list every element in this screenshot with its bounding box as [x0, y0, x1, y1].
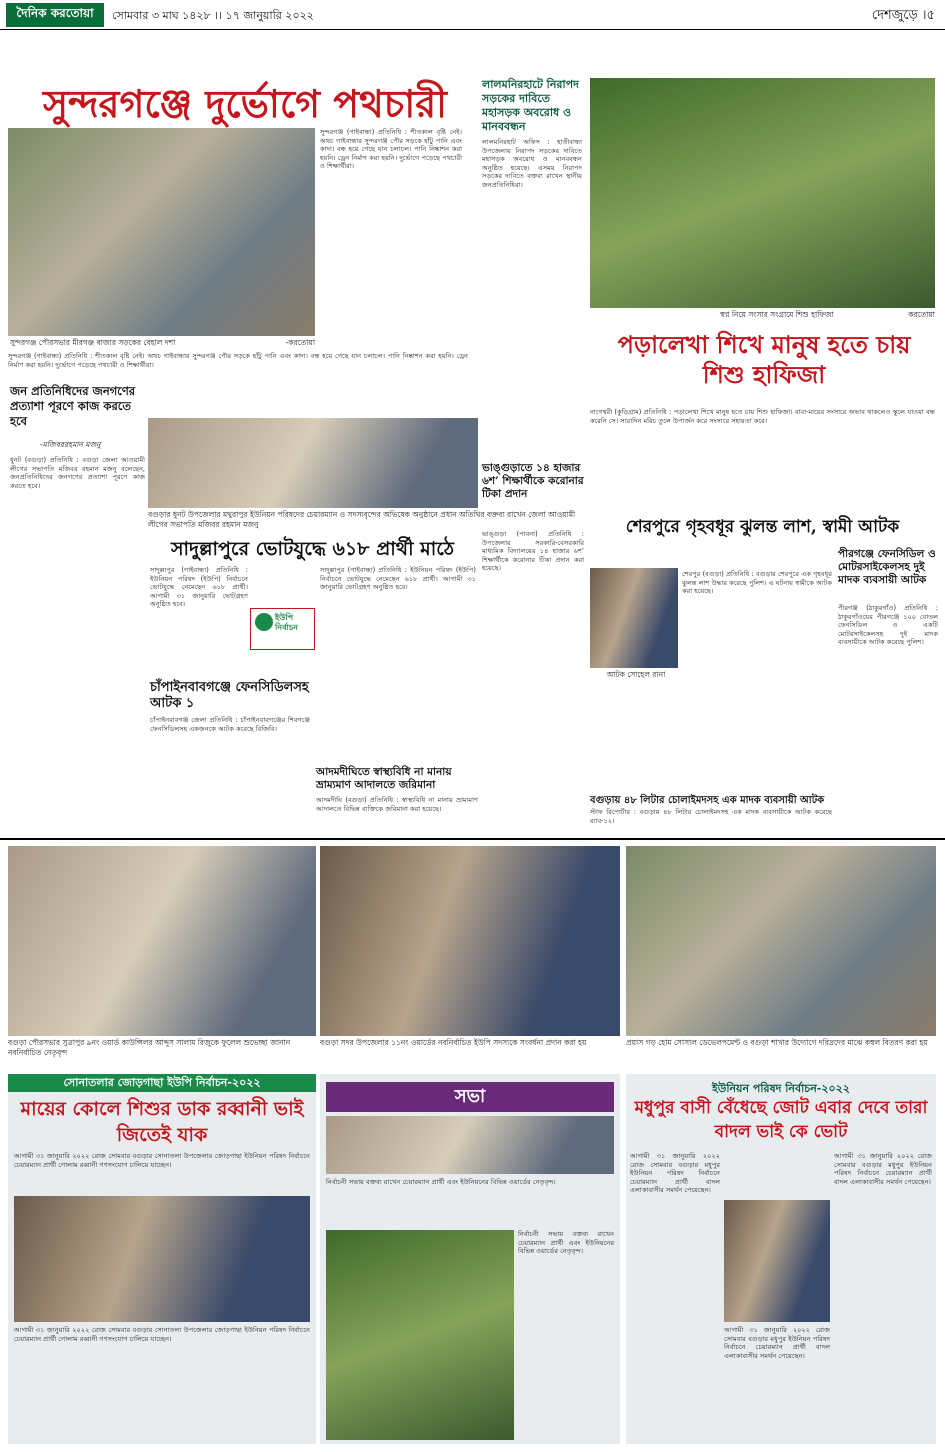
- strip-photo-1: [8, 846, 316, 1036]
- feature-photo-credit: করতোয়া: [908, 310, 935, 319]
- bogura-drugs-headline: বগুড়ায় ৪৮ লিটার চোলাইমদসহ এক মাদক ব্যবসায়ী আটক: [590, 795, 825, 806]
- ad-left-body-2: আগামী ৩১ জানুয়ারি ২০২২ রোজ সোমবার বগুড়ার সোনাতলা উপজেলার জোড়গাছা ইউনিয়ন পরিষদ নির্বাচনে চেয়ারম্যান প্রার্থী গোলাম রব্বানী গণসংযোগ চালিয়ে যাচ্ছেন।: [14, 1326, 310, 1343]
- ad-right-body-col1: আগামী ৩১ জানুয়ারি ২০২২ রোজ সোমবার বগুড়ার মধুপুর ইউনিয়ন পরিষদ নির্বাচনে চেয়ারম্যান প্রার্থী বাদল এলাকাবাসীর সমর্থন পেয়েছেন।: [630, 1152, 720, 1195]
- ad-right-candidate-photo: [724, 1200, 830, 1322]
- section-label: দেশজুড়ে ।৫: [871, 8, 935, 23]
- vaccine-body: ভাঙ্গুড়া (পাবনা) প্রতিনিধি : উপজেলার সরকারি-বেসরকারি মাধ্যমিক বিদ্যালয়ের ১৪ হাজার ৬শ’ শিক্ষার্থীকে করোনার টিকা প্রদান করা হয়েছে।: [482, 530, 584, 573]
- chapai-body: চাঁপাইনবাবগঞ্জ জেলা প্রতিনিধি : চাঁপাইনবাবগঞ্জের শিবগঞ্জে ফেনসিডিলসহ একজনকে আটক করেছে বিজিবি।: [150, 716, 310, 733]
- section-divider: [0, 838, 945, 840]
- ad-right-body-col3: আগামী ৩১ জানুয়ারি ২০২২ রোজ সোমবার বগুড়ার মধুপুর ইউনিয়ন পরিষদ নির্বাচনে চেয়ারম্যান প্রার্থী বাদল এলাকাবাসীর সমর্থন পেয়েছেন।: [724, 1326, 830, 1360]
- mid-left-byline: -মজিবররহমান মজনু: [40, 440, 101, 449]
- ad-right-kicker: ইউনিয়ন পরিষদ নির্বাচন-২০২২: [712, 1082, 850, 1095]
- strip-photo-3: [626, 846, 936, 1036]
- strip-photo-2: [320, 846, 620, 1036]
- ad-mid-photo-2: [326, 1230, 514, 1440]
- center-event-caption: বগুড়ার ধুনট উপজেলার মথুরাপুর ইউনিয়ন পরিষদের চেয়ারম্যান ও সদস্যবৃন্দের অভিষেক অনুষ্ঠানে প্রধান অতিথির বক্তব্য রাখেন জেলা আওয়ামী লীগের সভাপতি মজিবর রহমান মজনু: [148, 510, 576, 529]
- feature-body: নাগেশ্বরী (কুড়িগ্রাম) প্রতিনিধি : পড়ালেখা শিখে মানুষ হতে চায় শিশু হাফিজা। বাবা-মায়ের সংসারে অভাব থাকলেও স্কুলে যাওয়া বন্ধ করেনি সে। সারাদিন মরিচ তুলে উপার্জন করে সংসারে সহায়তা করে।: [590, 408, 935, 425]
- election-commission-icon: [255, 613, 273, 631]
- lead-photo: [8, 128, 315, 336]
- ad-mid-body: নির্বাচনী সভায় বক্তব্য রাখেন চেয়ারম্যান প্রার্থী এবং ইউনিয়নের বিভিন্ন ওয়ার্ডের নেতৃবৃন্দ।: [326, 1178, 556, 1186]
- page-header: [0, 0, 945, 30]
- election-logo-label: ইউপি নির্বাচন: [275, 613, 298, 632]
- lead-body-col2: সুন্দরগঞ্জ (গাইবান্ধা) প্রতিনিধি : শীতকাল বৃষ্টি নেই। অথচ গাইবান্ধার সুন্দরগঞ্জ পৌর সড়কে হাঁটু পানি এবং কাদা। বন্ধ হয়ে গেছে যান চলাচল। পানি নিষ্কাশন করা হয়নি। ড্রেন নির্মাণ করা হয়নি। দুর্ভোগে পড়েছে পথচারী ও শিক্ষার্থীরা।: [8, 352, 468, 369]
- strip-caption-2: বগুড়া সদর উপজেলার ১১নং ওয়ার্ডের নবনির্বাচিত ইউপি সদস্যকে সংবর্ধনা প্রদান করা হয়: [320, 1038, 587, 1047]
- lead-photo-caption: সুন্দরগঞ্জ পৌরসভার মীরগঞ্জ বাজার সড়কের বেহাল দশা: [10, 338, 176, 347]
- suicide-headline: শেরপুরে গৃহবধূর ঝুলন্ত লাশ, স্বামী আটক: [625, 517, 900, 537]
- mid-left-body: ধুনট (বগুড়া) প্রতিনিধি : বগুড়া জেলা আওয়ামী লীগের সভাপতি মজিবর রহমান মজনু বলেছেন, জনপ্রতিনিধিদের জনগণের প্রত্যাশা পূরণে কাজ করতে হবে।: [10, 456, 145, 490]
- ad-mid-banner: সভা: [326, 1082, 614, 1112]
- drugs-right-body: পীরগঞ্জ (ঠাকুরগাঁও) প্রতিনিধি : ঠাকুরগাঁওয়ের পীরগঞ্জে ১০০ বোতল ফেনসিডিল ও একটি মোটরসাইকেলসহ দুই মাদক ব্যবসায়ীকে আটক করেছে পুলিশ।: [838, 604, 938, 647]
- ad-right-body-col2: আগামী ৩১ জানুয়ারি ২০২২ রোজ সোমবার বগুড়ার মধুপুর ইউনিয়ন পরিষদ নির্বাচনে চেয়ারম্যান প্রার্থী বাদল এলাকাবাসীর সমর্থন পেয়েছেন।: [834, 1152, 932, 1186]
- center-event-photo: [148, 418, 478, 508]
- bogura-drugs-body: স্টাফ রিপোর্টার : বগুড়ায় ৪৮ লিটার চোলাইমদসহ এক মাদক ব্যবসায়ীকে আটক করেছে র‌্যাব-১২।: [590, 808, 832, 825]
- suicide-photo-caption: আটক সোহেল রানা: [606, 670, 666, 679]
- vaccine-headline: ভাঙ্গুড়াতে ১৪ হাজার ৬শ’ শিক্ষার্থীকে করোনার টিকা প্রদান: [482, 462, 584, 500]
- ad-mid-body-2: নির্বাচনী সভায় বক্তব্য রাখেন চেয়ারম্যান প্রার্থী এবং ইউনিয়নের বিভিন্ন ওয়ার্ডের নেতৃবৃন্দ।: [518, 1230, 614, 1256]
- chapai-headline: চাঁপাইনবাবগঞ্জে ফেনসিডিলসহ আটক ১: [150, 680, 309, 711]
- road-story-headline: লালমনিরহাটে নিরাপদ সড়কের দাবিতে মহাসড়ক অবরোধ ও মানববন্ধন: [482, 78, 579, 133]
- court-body: আদমদীঘি (বগুড়া) প্রতিনিধি : স্বাস্থ্যবিধি না মানায় ভ্রাম্যমাণ আদালতে বিভিন্ন ব্যক্তিকে জরিমানা করা হয়েছে।: [316, 796, 478, 813]
- ad-right-headline: মধুপুর বাসী বেঁধেছে জোট এবার দেবে তারা বাদল ভাই কে ভোট: [634, 1098, 928, 1142]
- suicide-photo: [590, 568, 678, 668]
- lead-body-col1: সুন্দরগঞ্জ (গাইবান্ধা) প্রতিনিধি : শীতকাল বৃষ্টি নেই। অথচ গাইবান্ধার সুন্দরগঞ্জ পৌর সড়কে হাঁটু পানি এবং কাদা। বন্ধ হয়ে গেছে যান চলাচল। পানি নিষ্কাশন করা হয়নি। ড্রেন নির্মাণ করা হয়নি। দুর্ভোগে পড়েছে পথচারী ও শিক্ষার্থীরা।: [320, 128, 462, 171]
- ad-left-photo: [14, 1196, 310, 1322]
- lead-photo-credit: -করতোয়া: [285, 338, 315, 347]
- feature-headline: পড়ালেখা শিখে মানুষ হতে চায় শিশু হাফিজা: [617, 330, 911, 389]
- road-story-body: লালমনিরহাট অফিস : হাতীবান্ধা উপজেলায় নিরাপদ সড়কের দাবিতে মহাসড়ক অবরোধ ও মানববন্ধন অনুষ্ঠিত হয়েছে। এসময় নিরাপদ সড়কের দাবিতে বক্তব্য রাখেন স্থানীয় জনপ্রতিনিধিরা।: [482, 138, 582, 189]
- ad-left-body: আগামী ৩১ জানুয়ারি ২০২২ রোজ সোমবার বগুড়ার সোনাতলা উপজেলার জোড়গাছা ইউনিয়ন পরিষদ নির্বাচনে চেয়ারম্যান প্রার্থী গোলাম রব্বানী গণসংযোগ চালিয়ে যাচ্ছেন।: [14, 1152, 310, 1169]
- strip-caption-3: প্রয়াস গড় হোম সোসাল ডেভেলপমেন্ট ও বগুড়া শাখার উদ্যোগে দরিদ্রদের মাঝে কম্বল বিতরণ করা হয়: [626, 1038, 928, 1047]
- drugs-right-headline: পীরগঞ্জে ফেনসিডিল ও মোটরসাইকেলসহ দুই মাদক ব্যবসায়ী আটক: [838, 548, 936, 586]
- feature-photo: [590, 78, 935, 308]
- election-body-col2: সাদুল্লাপুর (গাইবান্ধা) প্রতিনিধি : ইউনিয়ন পরিষদ (ইউপি) নির্বাচনে ভোটযুদ্ধে নেমেছেন ৬১৮ প্রার্থী। আগামী ৩১ জানুয়ারি ভোটগ্রহণ অনুষ্ঠিত হবে।: [320, 566, 476, 592]
- suicide-body: শেরপুর (বগুড়া) প্রতিনিধি : বগুড়ার শেরপুরে এক গৃহবধূর ঝুলন্ত লাশ উদ্ধার করেছে পুলিশ। এ ঘটনায় স্বামীকে আটক করা হয়েছে।: [682, 570, 832, 596]
- election-headline: সাদুল্লাপুরে ভোটযুদ্ধে ৬১৮ প্রার্থী মাঠে: [170, 538, 455, 560]
- strip-caption-1: বগুড়া পৌরসভার সুত্রাপুর ৯নং ওয়ার্ড কাউন্সিলর আব্দুস সালাম রিজুকে ফুলেল শুভেচ্ছা জানান নবনির্বাচিত নেতৃবৃন্দ: [8, 1038, 291, 1057]
- ad-left-kicker: সোনাতলার জোড়গাছা ইউপি নির্বাচন-২০২২: [8, 1074, 316, 1092]
- election-logo-box: [250, 608, 315, 650]
- court-headline: আদমদীঘিতে স্বাস্থ্যবিধি না মানায় ভ্রাম্যমাণ আদালতে জরিমানা: [316, 766, 452, 791]
- mid-left-headline: জন প্রতিনিধিদের জনগণের প্রত্যাশা পূরণে কাজ করতে হবে: [10, 384, 136, 428]
- masthead-logo: দৈনিক করতোয়া: [6, 3, 104, 27]
- ad-left-headline: মায়ের কোলে শিশুর ডাক রব্বানী ভাই জিতেই যাক: [20, 1098, 304, 1146]
- lead-headline: সুন্দরগঞ্জে দুর্ভোগে পথচারী: [42, 81, 448, 126]
- feature-photo-caption: স্বপ্ন নিয়ে সংসার সংগ্রামে শিশু হাফিজা: [720, 310, 834, 319]
- dateline: সোমবার ৩ মাঘ ১৪২৮ ।। ১৭ জানুয়ারি ২০২২: [112, 9, 314, 22]
- ad-mid-photo-1: [326, 1116, 614, 1174]
- election-body-col1: সাদুল্লাপুর (গাইবান্ধা) প্রতিনিধি : ইউনিয়ন পরিষদ (ইউপি) নির্বাচনে ভোটযুদ্ধে নেমেছেন ৬১৮ প্রার্থী। আগামী ৩১ জানুয়ারি ভোটগ্রহণ অনুষ্ঠিত হবে।: [150, 566, 248, 609]
